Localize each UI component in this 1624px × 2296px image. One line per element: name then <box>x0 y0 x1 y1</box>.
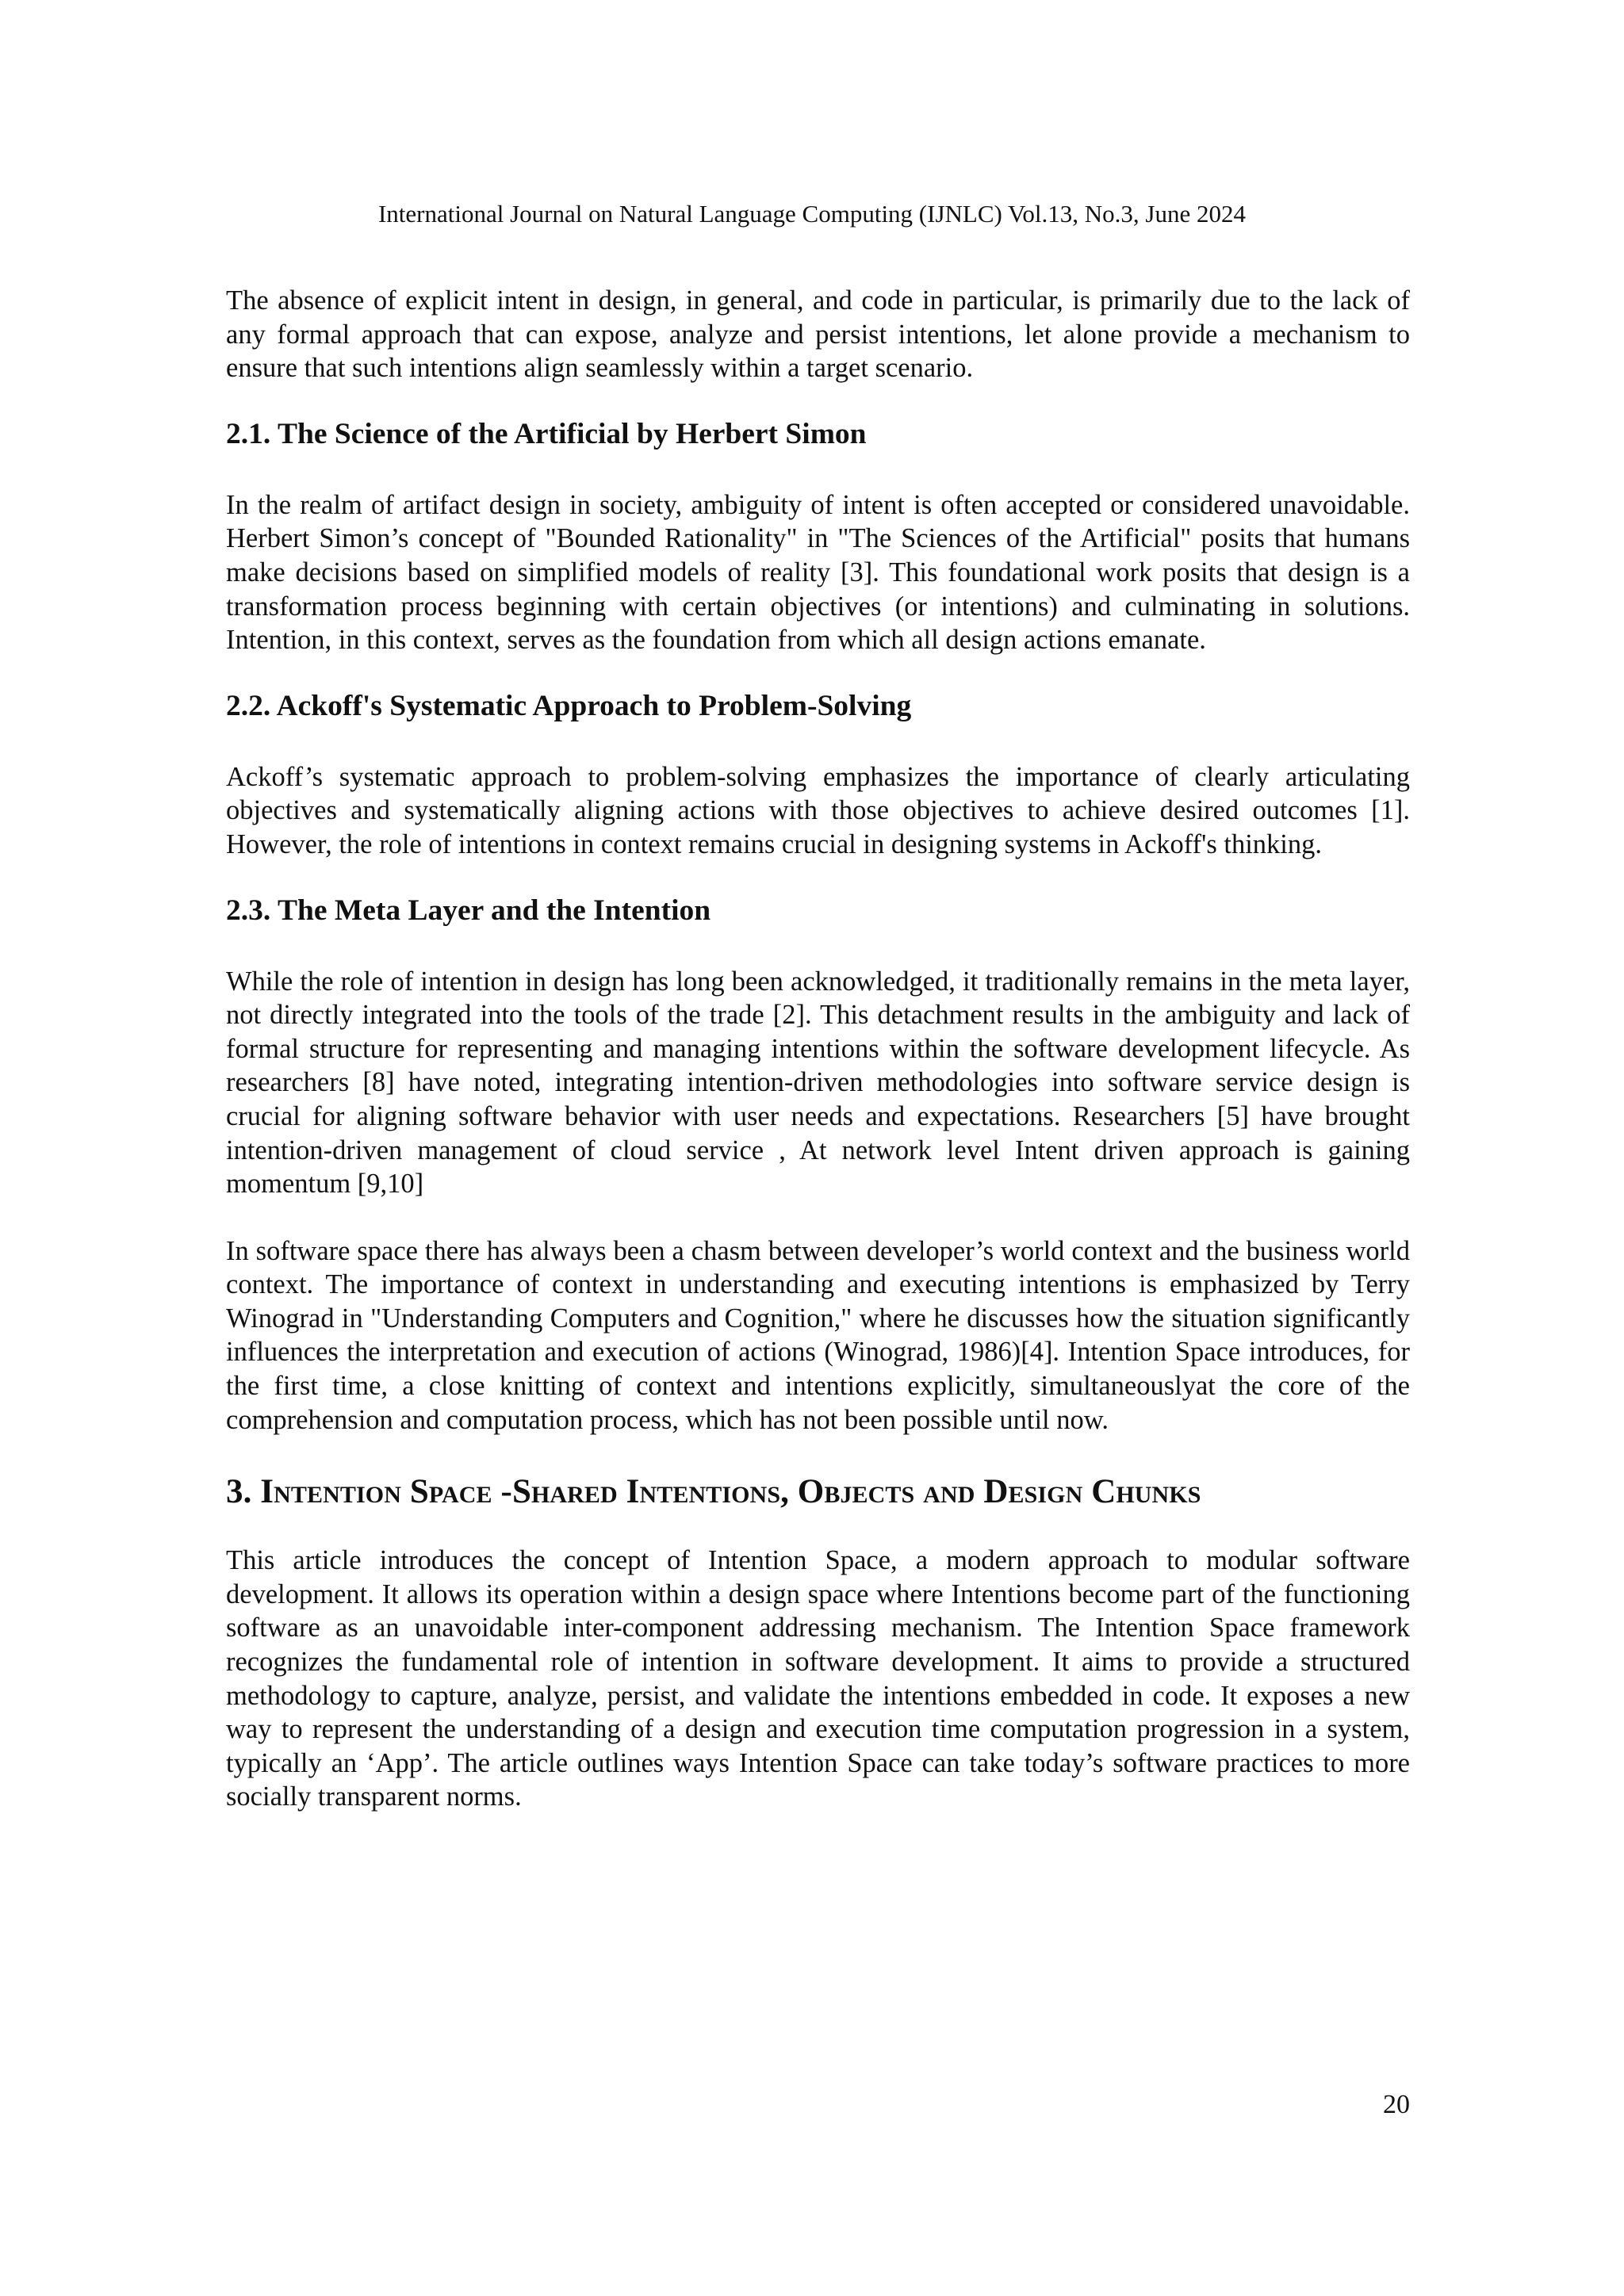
page-number: 20 <box>1383 2090 1410 2119</box>
running-header: International Journal on Natural Language Computing (IJNLC) Vol.13, No.3, June 2024 <box>377 200 1246 228</box>
section-3-heading: 3. Intention Space -Shared Intentions, Objects and Design Chunks <box>226 1473 1201 1511</box>
section-2-1-heading: 2.1. The Science of the Artificial by Herbert Simon <box>226 417 867 450</box>
intro-paragraph: The absence of explicit intent in design, in general, and code in particular, is primarily due to the lack of any formal approach that can expose, analyze and persist intentions, let alone provide a mechanism to ensure that such intentions align seamlessly within a target scenario. <box>226 285 1410 384</box>
article-body <box>226 284 1410 1814</box>
section-3-paragraph: This article introduces the concept of Intention Space, a modern approach to modular software development. It allows its operation within a design space where Intentions become part of the functioning software as an unavoidable inter-component addressing mechanism. The Intention Space framework recognizes the fundamental role of intention in software development. It aims to provide a structured methodology to capture, analyze, persist, and validate the intentions embedded in code. It exposes a new way to represent the understanding of a design and execution time computation progression in a system, typically an ‘App’. The article outlines ways Intention Space can take today’s software practices to more socially transparent norms. <box>226 1545 1410 1812</box>
section-2-3-paragraph-1: While the role of intention in design has long been acknowledged, it traditionally remains in the meta layer, not directly integrated into the tools of the trade [2]. This detachment results in the ambiguity and lack of formal structure for representing and managing intentions within the software development lifecycle. As researchers [8] have noted, integrating intention-driven methodologies into software service design is crucial for aligning software behavior with user needs and expectations. Researchers [5] have brought intention-driven management of cloud service , At network level Intent driven approach is gaining momentum [9,10] <box>226 966 1410 1200</box>
section-2-1-paragraph: In the realm of artifact design in society, ambiguity of intent is often accepted or considered unavoidable. Herbert Simon’s concept of "Bounded Rationality" in "The Sciences of the Artificial" posits that humans make decisions based on simplified models of reality [3]. This foundational work posits that design is a transformation process beginning with certain objectives (or intentions) and culminating in solutions. Intention, in this context, serves as the foundation from which all design actions emanate. <box>226 489 1410 656</box>
section-2-3-paragraph-2: In software space there has always been a chasm between developer’s world context and the business world context. The importance of context in understanding and executing intentions is emphasized by Terry Winograd in "Understanding Computers and Cognition," where he discusses how the situation significantly influences the interpretation and execution of actions (Winograd, 1986)[4]. Intention Space introduces, for the first time, a close knitting of context and intentions explicitly, simultaneouslyat the core of the comprehension and computation process, which has not been possible until now. <box>226 1235 1410 1435</box>
section-2-3-heading: 2.3. The Meta Layer and the Intention <box>226 894 711 927</box>
section-2-2-heading: 2.2. Ackoff's Systematic Approach to Problem-Solving <box>226 689 912 722</box>
section-2-2-paragraph: Ackoff’s systematic approach to problem-solving emphasizes the importance of clearly articulating objectives and systematically aligning actions with those objectives to achieve desired outcomes [1]. However, the role of intentions in context remains crucial in designing systems in Ackoff's thinking. <box>226 761 1410 859</box>
